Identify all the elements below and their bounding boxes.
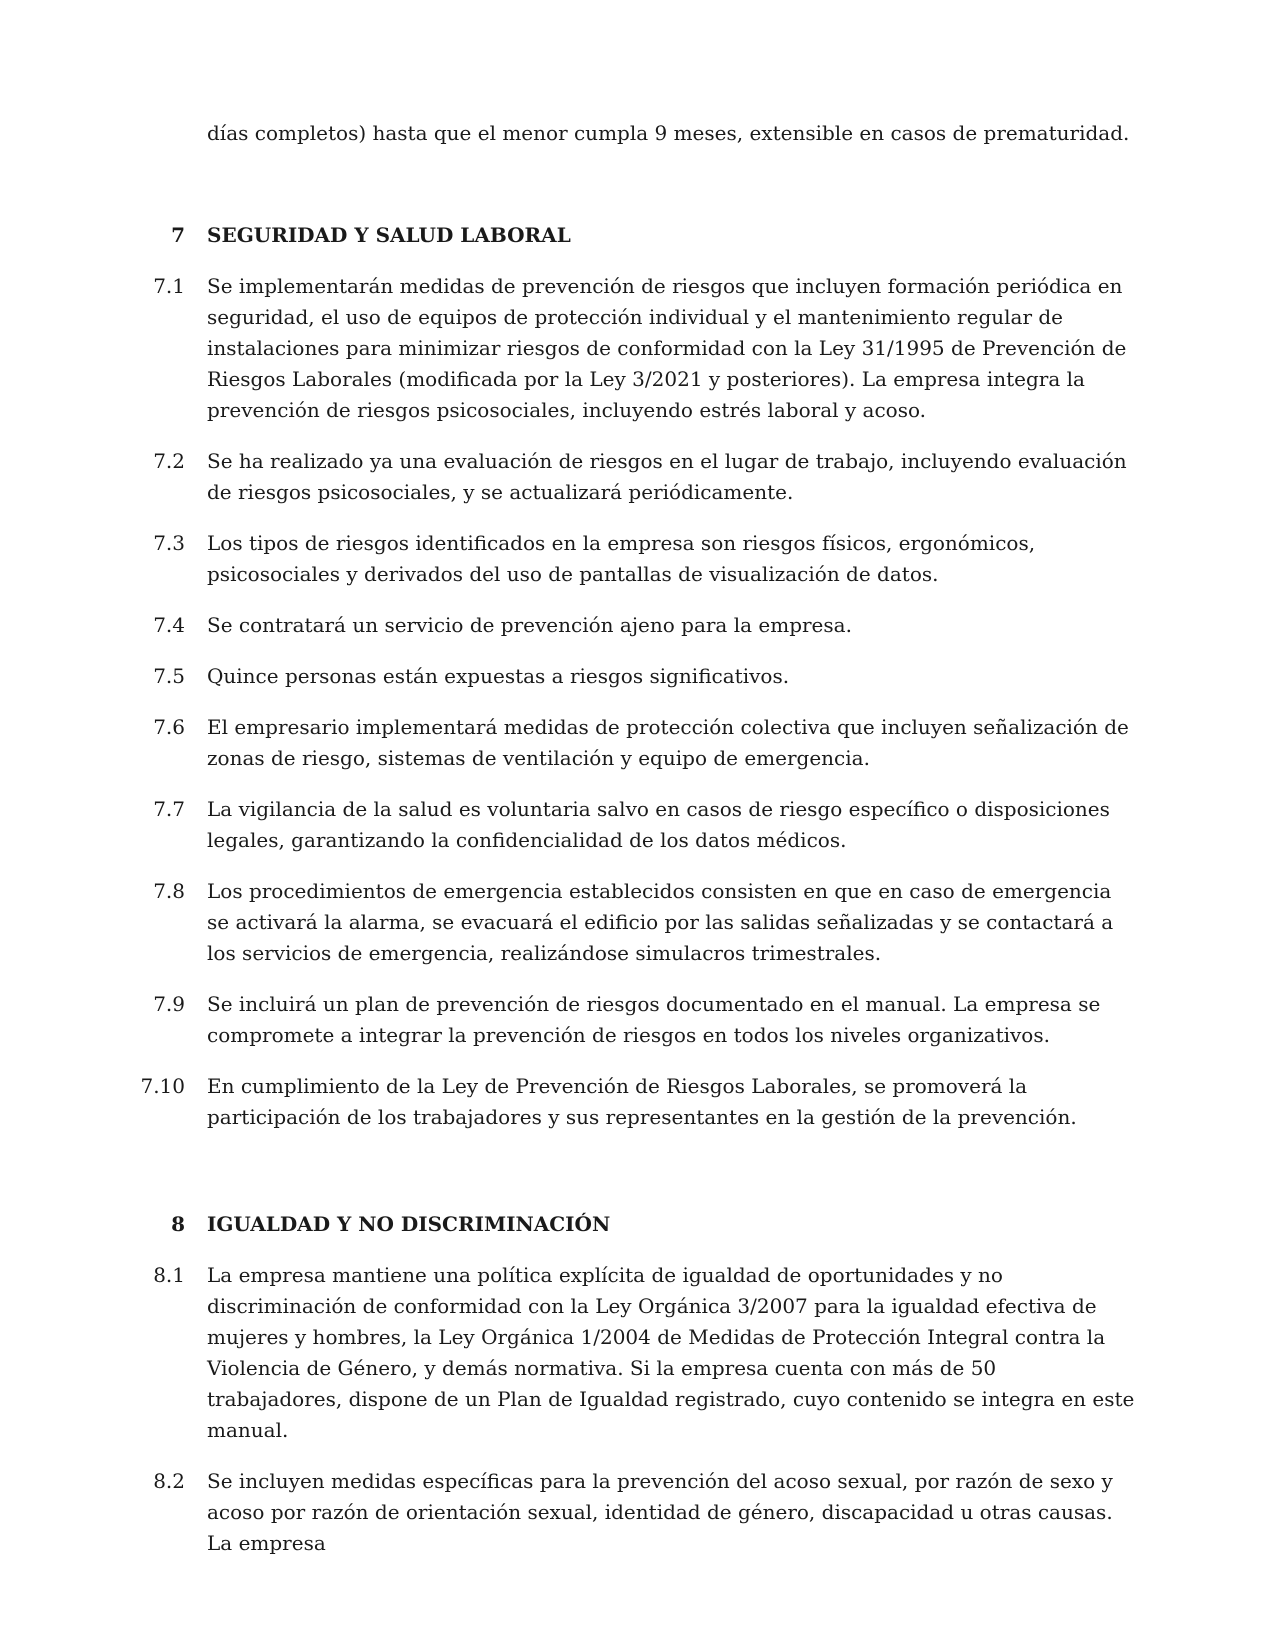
item-text: Se implementarán medidas de prevención de riesgos que incluyen formación periódica en seguridad, el uso de equipos de protección individual y el mantenimiento regular de instalaciones para minimizar riesgos de conformidad con la Ley 31/1995 de Prevención de Riesgos Laborales (modificada por la Ley 3/2021 y posteriores). La empresa integra la prevención de riesgos psicosociales, incluyendo estrés laboral y acoso. — [207, 274, 1127, 422]
item-number: 8.2 — [153, 1469, 185, 1493]
item-text: Se incluyen medidas específicas para la prevención del acoso sexual, por razón de sexo y acoso por razón de orientación sexual, identidad de género, discapacidad u otras causas. La empresa — [207, 1469, 1113, 1555]
section-title: IGUALDAD Y NO DISCRIMINACIÓN — [207, 1212, 611, 1236]
item-text: La empresa mantiene una política explícita de igualdad de oportunidades y no discriminación de conformidad con la Ley Orgánica 3/2007 para la igualdad efectiva de mujeres y hombres, la Ley Orgánica 1/2004 de Medidas de Protección Integral contra la Violencia de Género, y demás normativa. Si la empresa cuenta con más de 50 trabajadores, dispone de un Plan de Igualdad registrado, cuyo contenido se integra en este manual. — [207, 1263, 1135, 1442]
list-item — [0, 876, 1275, 969]
item-number: 7.5 — [153, 664, 185, 688]
item-number: 7.1 — [153, 274, 185, 298]
section-heading — [0, 1209, 1275, 1240]
item-number: 7.4 — [153, 613, 185, 637]
list-item — [0, 446, 1275, 508]
section-title: SEGURIDAD Y SALUD LABORAL — [207, 223, 571, 247]
item-number: 7.3 — [153, 531, 185, 555]
item-number: 7.9 — [153, 992, 185, 1016]
item-text: El empresario implementará medidas de protección colectiva que incluyen señalización de zonas de riesgo, sistemas de ventilación y equipo de emergencia. — [207, 715, 1129, 770]
list-item — [0, 1466, 1275, 1559]
item-text: En cumplimiento de la Ley de Prevención de Riesgos Laborales, se promoverá la participación de los trabajadores y sus representantes en la gestión de la prevención. — [207, 1074, 1077, 1129]
list-item — [0, 989, 1275, 1051]
item-number: 7.8 — [153, 879, 185, 903]
continuation-paragraph: días completos) hasta que el menor cumpla 9 meses, extensible en casos de prematuridad. — [207, 121, 1130, 145]
list-item — [0, 794, 1275, 856]
item-number: 8.1 — [153, 1263, 185, 1287]
section-number: 8 — [171, 1212, 185, 1236]
item-number: 7.2 — [153, 449, 185, 473]
item-text: La vigilancia de la salud es voluntaria salvo en casos de riesgo específico o disposiciones legales, garantizando la confidencialidad de los datos médicos. — [207, 797, 1110, 852]
list-item — [0, 1071, 1275, 1133]
item-text: Quince personas están expuestas a riesgos significativos. — [207, 664, 790, 688]
section-seguridad-salud — [0, 220, 1275, 1133]
section-number: 7 — [171, 223, 185, 247]
list-item — [0, 271, 1275, 426]
list-item — [0, 610, 1275, 641]
item-text: Se ha realizado ya una evaluación de riesgos en el lugar de trabajo, incluyendo evaluación de riesgos psicosociales, y se actualizará periódicamente. — [207, 449, 1127, 504]
item-number: 7.6 — [153, 715, 185, 739]
item-text: Se contratará un servicio de prevención ajeno para la empresa. — [207, 613, 852, 637]
item-text: Los tipos de riesgos identificados en la empresa son riesgos físicos, ergonómicos, psicosociales y derivados del uso de pantallas de visualización de datos. — [207, 531, 1036, 586]
list-item — [0, 661, 1275, 692]
item-text: Los procedimientos de emergencia establecidos consisten en que en caso de emergencia se activará la alarma, se evacuará el edificio por las salidas señalizadas y se contactará a los servicios de emergencia, realizándose simulacros trimestrales. — [207, 879, 1114, 965]
section-igualdad — [0, 1209, 1275, 1559]
list-item — [0, 1260, 1275, 1446]
list-item — [0, 712, 1275, 774]
item-text: Se incluirá un plan de prevención de riesgos documentado en el manual. La empresa se compromete a integrar la prevención de riesgos en todos los niveles organizativos. — [207, 992, 1101, 1047]
item-number: 7.7 — [153, 797, 185, 821]
list-item — [0, 528, 1275, 590]
item-number: 7.10 — [140, 1074, 185, 1098]
section-heading — [0, 220, 1275, 251]
